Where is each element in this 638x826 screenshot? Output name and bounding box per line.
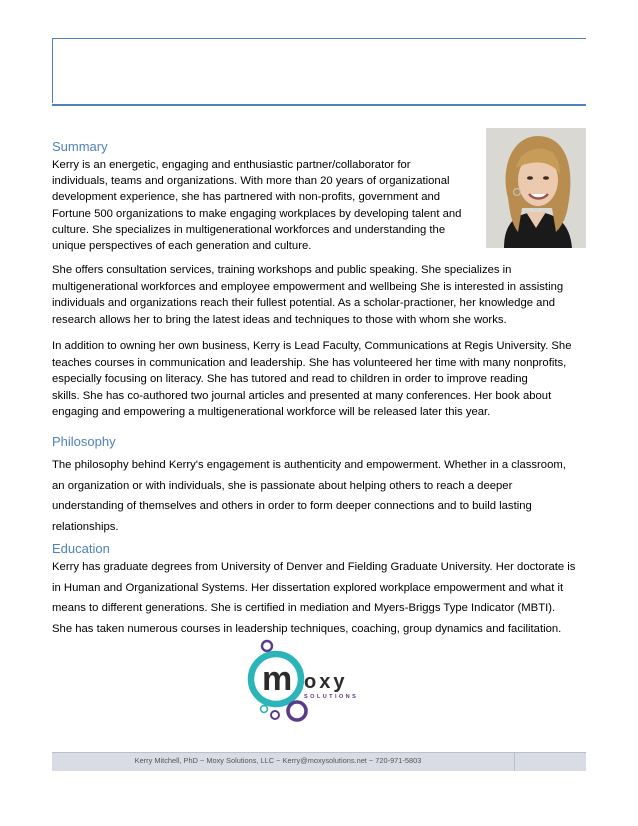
text-line: an organization or with individuals, she is passionate about helping others to reach a deeper (52, 479, 513, 492)
text-line: Kerry has graduate degrees from University of Denver and Fielding Graduate University. Her doctorate is (52, 561, 576, 573)
text-line: research allows her to bring the latest ideas and techniques to those with whom she works. (52, 313, 507, 326)
text-line: skills. She has co-authored two journal articles and presented at many conferences. Her book about (52, 389, 552, 402)
text-line: Fortune 500 organizations to make engaging workplaces by developing talent and (52, 207, 462, 220)
header-rule-top (52, 38, 586, 39)
text-line: culture. She specializes in multigenerational workforces and understanding the (52, 223, 446, 236)
summary-heading: Summary (52, 139, 108, 154)
moxy-solutions-logo (240, 636, 380, 726)
text-line: The philosophy behind Kerry's engagement is authenticity and empowerment. Whether in a classroom, (52, 459, 566, 471)
text-line: In addition to owning her own business, Kerry is Lead Faculty, Communications at Regis University. She (52, 340, 572, 352)
header-rule-bottom (52, 104, 586, 106)
text-line: individuals, teams and organizations. With more than 20 years of organizational (52, 175, 450, 188)
text-line: multigenerational workforces and employee empowerment and wellbeing She is interested in assisting (52, 280, 564, 293)
philosophy-heading: Philosophy (52, 434, 116, 449)
profile-photo (486, 128, 586, 248)
text-line: relationships. (52, 520, 119, 533)
footer-bar (52, 752, 586, 771)
text-line: individuals and organizations reach their fullest potential. As a scholar-practioner, her knowledge and (52, 297, 556, 310)
education-paragraph (52, 557, 586, 639)
text-line: Kerry is an energetic, engaging and enthusiastic partner/collaborator for (52, 159, 411, 171)
logo-word: oxy (304, 671, 348, 693)
text-line: understanding of themselves and others in order to form deeper connections and to build lasting (52, 500, 532, 512)
summary-paragraph-1 (52, 157, 476, 254)
logo-m: m (262, 660, 293, 698)
education-heading: Education (52, 541, 110, 556)
text-line: development experience, she has partnered with non-profits, government and (52, 191, 441, 204)
text-line: in Human and Organizational Systems. Her dissertation explored workplace empowerment and what it (52, 581, 564, 594)
text-line: means to different generations. She is certified in mediation and Myers-Briggs Type Indicator (MBTI). (52, 602, 556, 614)
summary-paragraph-2 (52, 262, 586, 328)
text-line: engaging and empowering a multigenerational workforce will be released later this year. (52, 406, 491, 419)
philosophy-paragraph (52, 455, 586, 537)
summary-paragraph-3 (52, 338, 586, 421)
footer-contact-text: Kerry Mitchell, PhD ~ Moxy Solutions, LLC ~ Kerry@moxysolutions.net ~ 720-971-5803 (134, 756, 422, 765)
text-line: teaches courses in communication and leadership. She has volunteered her time with many nonprofits, (52, 356, 567, 369)
text-line: especially focusing on literacy. She has tutored and read to children in order to improve reading (52, 373, 528, 386)
text-line: She offers consultation services, training workshops and public speaking. She specializes in (52, 264, 512, 276)
text-line: She has taken numerous courses in leadership techniques, coaching, group dynamics and facilitation. (52, 622, 562, 635)
logo-tagline: SOLUTIONS (304, 694, 359, 700)
text-line: unique perspectives of each generation and culture. (52, 240, 312, 253)
footer-divider (514, 753, 515, 771)
header-rule-left (52, 38, 53, 103)
